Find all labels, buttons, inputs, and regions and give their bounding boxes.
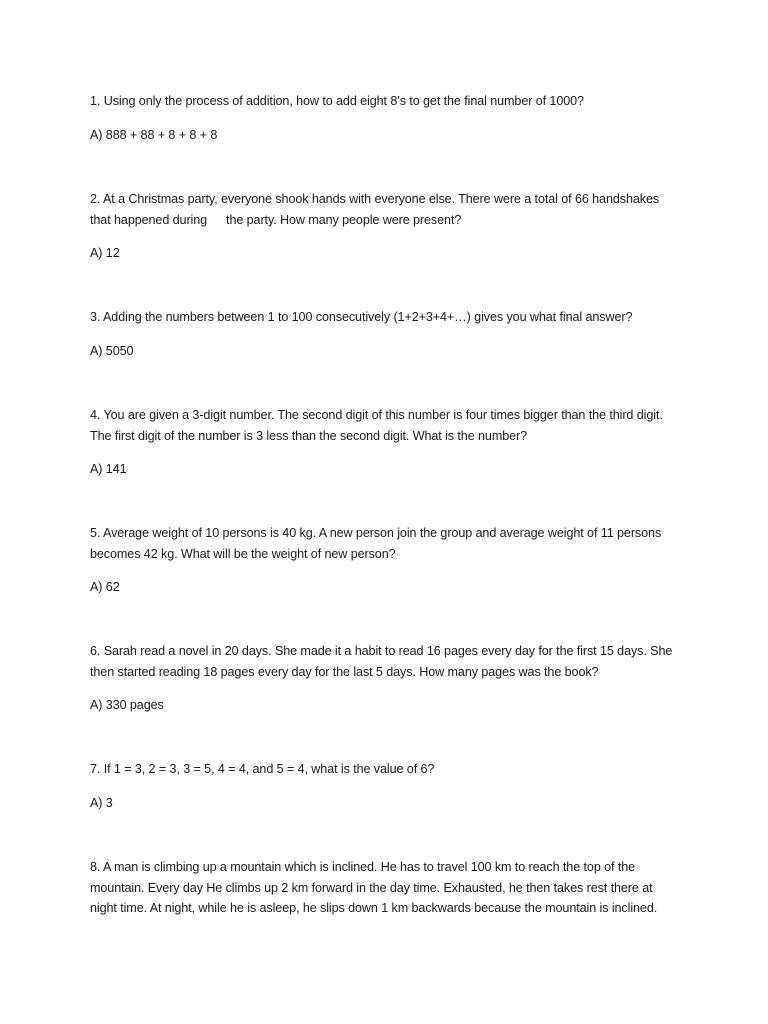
question-item-8: [90, 857, 680, 937]
question-1-text: 1. Using only the process of addition, how to add eight 8’s to get the final number of 1000?: [90, 94, 584, 108]
answer-6-text: A) 330 pages: [90, 698, 164, 712]
question-4-text: 4. You are given a 3-digit number. The second digit of this number is four times bigger than the third digit. The first digit of the number is 3 less than the second digit. What is the number?: [90, 408, 663, 443]
question-7-text: 7. If 1 = 3, 2 = 3, 3 = 5, 4 = 4, and 5 = 4, what is the value of 6?: [90, 762, 435, 776]
question-item-7: [90, 759, 680, 857]
answer-5-text: A) 62: [90, 580, 120, 594]
question-item-5: [90, 523, 680, 641]
question-item-2: [90, 189, 680, 307]
answer-4-text: A) 141: [90, 462, 127, 476]
question-item-1: [90, 91, 680, 189]
question-2-text: [90, 189, 680, 230]
question-2-text-part1: 2. At a Christmas party, everyone shook hands with everyone else. There were a total of 66 handshakes that happened during: [90, 192, 660, 227]
question-2-text-part2: the party. How many people were present?: [226, 212, 462, 227]
question-6-text: 6. Sarah read a novel in 20 days. She made it a habit to read 16 pages every day for the first 15 days. She then started reading 18 pages every day for the last 5 days. How many pages was the book?: [90, 644, 673, 679]
answer-7-text: A) 3: [90, 795, 113, 810]
answer-2-text: A) 12: [90, 246, 120, 260]
question-5-text: 5. Average weight of 10 persons is 40 kg. A new person join the group and average weight of 11 persons becomes 42 kg. What will be the weight of new person?: [90, 526, 662, 561]
answer-1-text: A) 888 + 88 + 8 + 8 + 8: [90, 127, 218, 142]
question-3-text: 3. Adding the numbers between 1 to 100 consecutively (1+2+3+4+…) gives you what final answer?: [90, 310, 633, 324]
question-item-3: [90, 307, 680, 405]
question-item-6: [90, 641, 680, 759]
answer-3-text: A) 5050: [90, 343, 134, 358]
question-item-4: [90, 405, 680, 523]
question-8-text: 8. A man is climbing up a mountain which is inclined. He has to travel 100 km to reach the top of the mountain. Every day He climbs up 2 km forward in the day time. Exhausted, he then takes rest there at night time. At night, while he is asleep, he slips down 1 km backwards because the mountain is inclined.: [90, 860, 658, 915]
question-list: [90, 91, 680, 937]
